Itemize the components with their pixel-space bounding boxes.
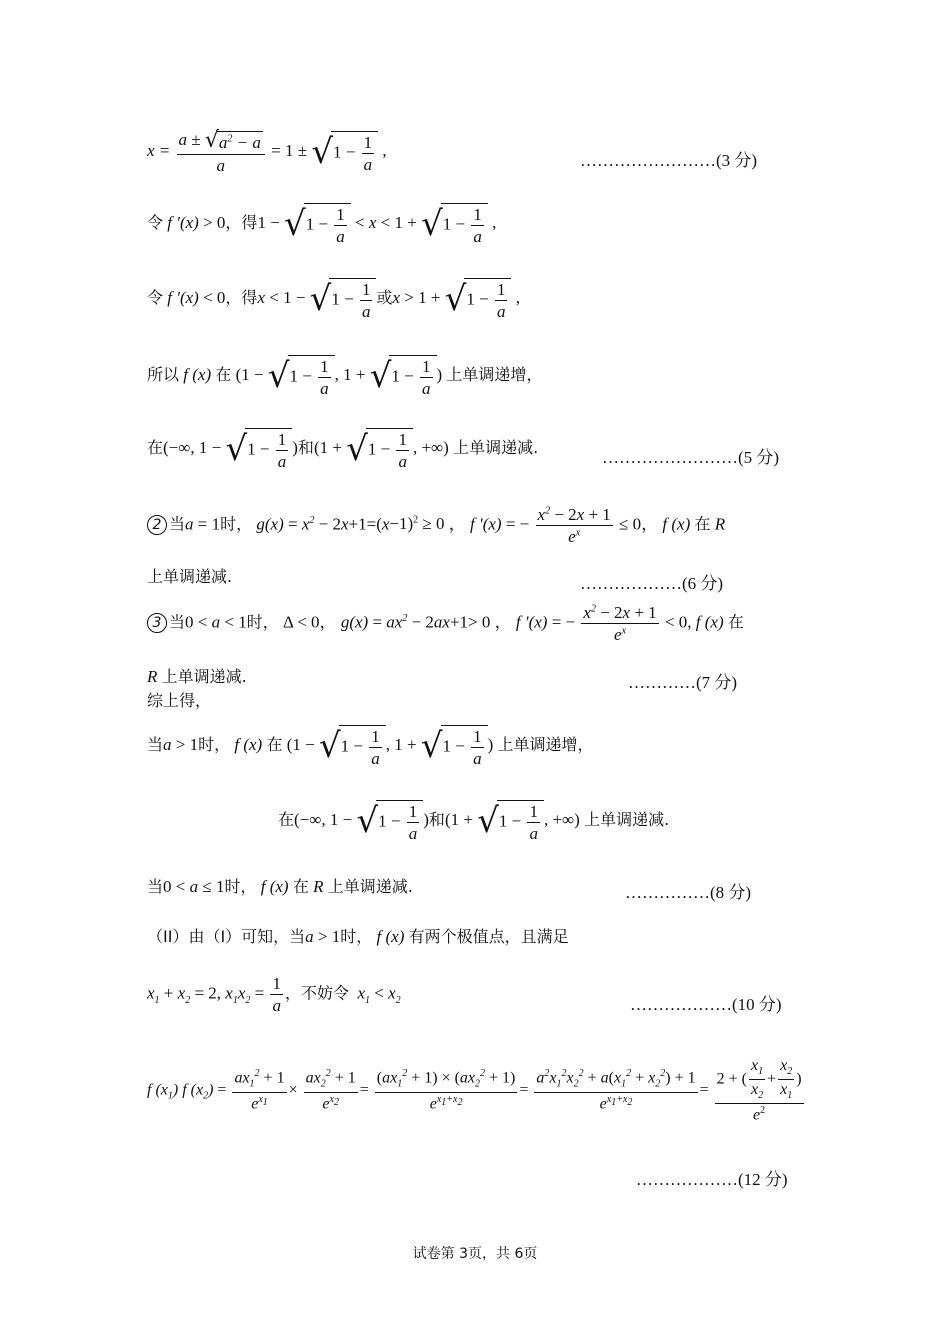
score-10: ………………(10 分): [630, 995, 782, 1014]
text-de-1: ，得: [225, 212, 258, 232]
text-part-ii: （II）由（I）可知，当: [147, 927, 306, 946]
page-footer: 试卷第 3页，共 6页: [412, 1246, 538, 1262]
text-assume: ，不妨令: [284, 983, 349, 1003]
text-decreasing-4: 上单调递减.: [584, 809, 670, 829]
equation-line-1: x = $\frac{a \pm √a^2 - a}{a}$ = 1 ± √1 − $\frac{1}{a}$ ,: [147, 128, 387, 175]
equation-line-3: 令 f ′(x) < 0，得x < 1 − √1 − $\frac{1}{a}$ 或x > 1 + √1 − $\frac{1}{a}$ ,: [147, 279, 520, 321]
circled-number-3: 3: [147, 613, 167, 633]
text-dang-1: 当: [169, 514, 186, 534]
text-or: 或: [376, 287, 393, 307]
text-dang-2: 当: [169, 612, 186, 632]
score-7: …………(7 分): [628, 673, 738, 692]
text-de-2: ，得: [225, 287, 258, 307]
text-shi-5: 时，: [340, 927, 373, 946]
text-zai-6: 在: [278, 809, 295, 829]
score-5: ……………………(5 分): [602, 448, 780, 467]
equation-line-8: 3 当0 < a < 1时， Δ < 0， $g(x) = ax^2 - 2ax+1> 0$ ， f ′(x) = − $\frac{x^2 - 2x + 1}{e^x}$ < 0, f (x) 在: [147, 604, 744, 643]
text-he-2: 和: [428, 809, 445, 829]
equation-line-2: 令 f ′(x) > 0，得1 − √1 − $\frac{1}{a}$ < x < 1 + √1 − $\frac{1}{a}$ ,: [147, 204, 497, 246]
text-zai-3: 在: [694, 514, 711, 534]
text-shi-4: 时，: [224, 877, 257, 896]
text-decreasing-5: 上单调递减.: [327, 877, 413, 896]
text-increasing-2: 上单调递增，: [497, 734, 594, 754]
text-decreasing-1: 上单调递减.: [453, 437, 539, 457]
equation-line-14: （II）由（I）可知，当a > 1时， f (x) 有两个极值点，且满足: [147, 927, 569, 946]
equation-line-4: 所以 f (x) 在 (1 − √1 − $\frac{1}{a}$ , 1 + √1 − $\frac{1}{a}$ ) 上单调递增，: [147, 356, 543, 398]
text-shi-1: 时，: [220, 514, 253, 534]
text-line-10: [147, 693, 211, 710]
score-8: ……………(8 分): [625, 883, 752, 902]
text-decreasing-2: 上单调递减.: [147, 567, 233, 586]
text-ling-2: 令: [147, 287, 164, 307]
text-zai-2: 在: [147, 437, 164, 457]
text-zai-7: 在: [292, 877, 309, 896]
text-suoyi: 所以: [147, 364, 180, 384]
text-shi-3: 时，: [198, 734, 231, 754]
text-dang-3: 当: [147, 734, 164, 754]
text-extreme-points: 有两个极值点，且满足: [408, 927, 569, 946]
circled-number-2: 2: [147, 515, 167, 535]
score-3: ……………………(3 分): [580, 151, 758, 170]
equation-line-16: f $(x_1)$ f $(x_2)$ = $\frac{ax_1^2 + 1}{e^{x_1}}$ × $\frac{ax_2^2 + 1}{e^{x_2}}$ = $\frac{(ax_1^2 + 1) \times (ax_2^2 + 1)}{e^{x_1+x_2}}$ = $\frac{a^2x_1^2x_2^2 + a(x_1^2 + x_2^2) + 1}{e^{x_1+x_2}}$ = 2 + ( $\frac{x_1}{x_2}$ + $\frac{x_2}{x_1}$ ) $e^2$: [147, 1057, 802, 1124]
equation-line-5: 在(−∞, 1 − √1 − $\frac{1}{a}$ )和(1 + √1 − $\frac{1}{a}$ , +∞) 上单调递减.: [147, 429, 539, 471]
text-summary: 综上得，: [147, 691, 212, 710]
equation-line-15: $x_1 + x_2 = 2$, $x_1x_2$ = $\frac{1}{a}$ ，不妨令 $x_1 < x_2$: [147, 974, 401, 1015]
equation-line-12: 在(−∞, 1 − √1 − $\frac{1}{a}$ )和(1 + √1 − $\frac{1}{a}$ , +∞) 上单调递减.: [278, 801, 670, 843]
equation-line-11: 当a > 1时， f (x) 在 (1 − √1 − $\frac{1}{a}$ , 1 + √1 − $\frac{1}{a}$ ) 上单调递增，: [147, 726, 594, 768]
text-dang-4: 当: [147, 877, 164, 896]
text-line-7: [147, 569, 232, 586]
text-shi-2: 时，: [246, 612, 279, 632]
text-ling-1: 令: [147, 212, 164, 232]
score-6: ………………(6 分): [580, 574, 724, 593]
text-zai-4: 在: [727, 612, 744, 632]
equation-line-13: 当0 < a ≤ 1时， f (x) 在 R 上单调递减.: [147, 877, 413, 896]
score-12: ………………(12 分): [636, 1170, 788, 1189]
text-line-9: R 上单调递减.: [147, 667, 247, 686]
equation-line-6: 2 当a = 1时， $g(x) = x^2 - 2x+1=(x-1)^2 \ge 0$ ， f ′(x) = − $\frac{x^2 - 2x + 1}{e^x}$ ≤ 0， f (x) 在 R: [147, 506, 725, 545]
text-decreasing-3: 上单调递减.: [161, 667, 247, 686]
text-zai-1: 在: [215, 364, 232, 384]
text-zai-5: 在: [266, 734, 283, 754]
text-increasing-1: 上单调递增，: [446, 364, 543, 384]
text-he-1: 和: [297, 437, 314, 457]
